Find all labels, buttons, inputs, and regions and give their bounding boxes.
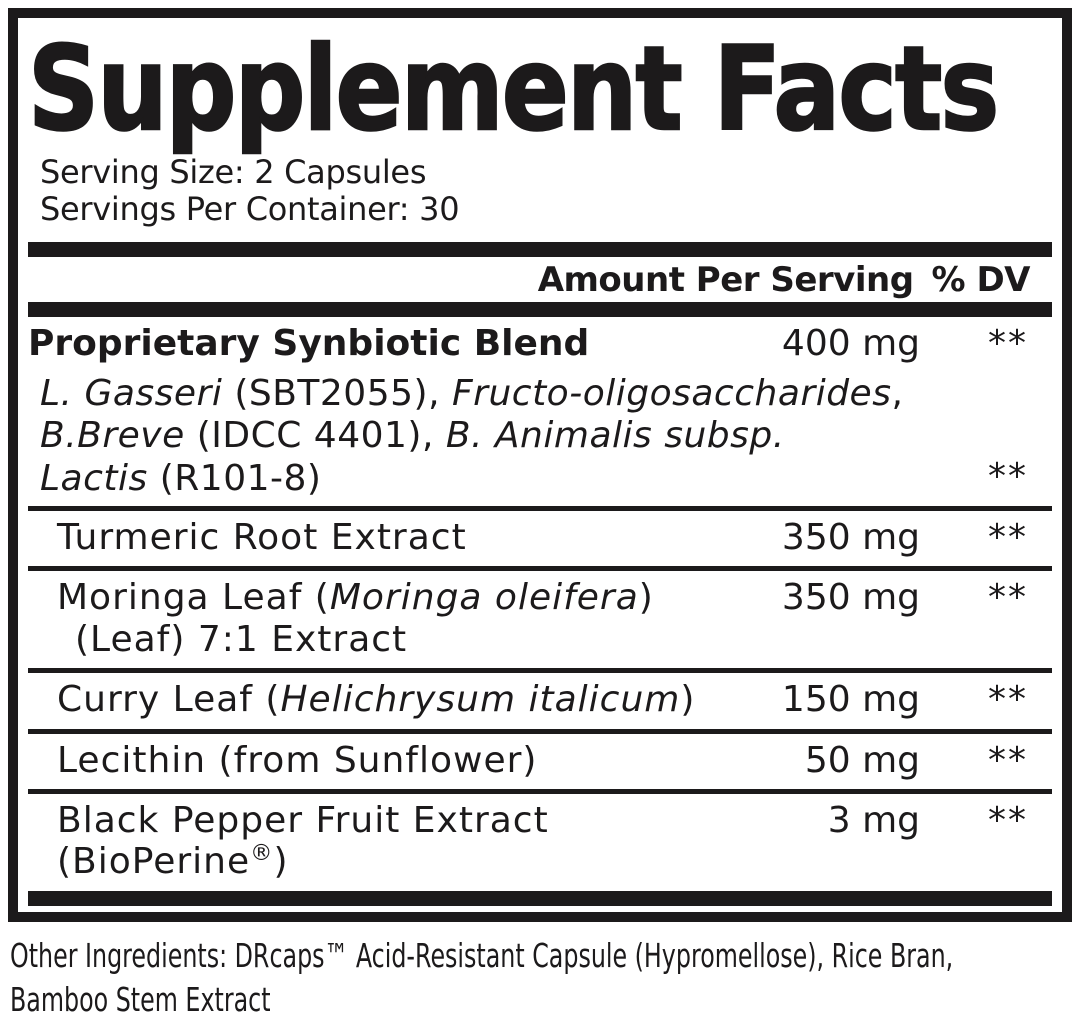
ingredient-name-text: Moringa Leaf (	[57, 577, 330, 619]
ingredient-name-italic: Fructo-oligosaccharides	[451, 372, 892, 414]
amount-value: 400 mg	[781, 323, 920, 365]
servings-per-container: Servings Per Container: 30	[40, 190, 460, 229]
thick-rule-bottom	[28, 891, 1052, 906]
ingredient-name-italic: Moringa oleifera	[329, 577, 639, 619]
other-ingredients	[10, 934, 1076, 1021]
ingredient-name-text: )	[638, 577, 654, 619]
ingredient-name-text: )	[680, 679, 696, 721]
dv-value: **	[988, 799, 1028, 841]
ingredient-name-italic: Helichrysum italicum	[280, 679, 681, 721]
amount-value: 150 mg	[781, 679, 920, 721]
column-header	[28, 257, 1052, 302]
dv-value: **	[988, 739, 1028, 781]
ingredient-name	[28, 679, 770, 720]
supplement-facts-panel	[8, 8, 1072, 922]
ingredient-name	[28, 323, 770, 364]
ingredient-name	[28, 740, 770, 781]
blend-description-line	[40, 373, 920, 415]
serving-size: Serving Size: 2 Capsules	[40, 153, 427, 191]
ingredient-name	[28, 517, 770, 558]
blend-description	[28, 373, 1052, 506]
amount-value: 3 mg	[827, 799, 920, 841]
dv-value: **	[988, 577, 1028, 619]
table-row	[28, 317, 1052, 372]
panel-title: Supplement Facts	[28, 22, 998, 157]
dv-value: **	[988, 455, 1028, 497]
amount-value: 350 mg	[781, 517, 920, 559]
thick-rule-top	[28, 242, 1052, 257]
blend-description-line	[40, 458, 920, 500]
amount-value: 50 mg	[804, 739, 920, 781]
ingredient-name-text: ,	[891, 372, 904, 414]
dv-value: **	[988, 517, 1028, 559]
ingredient-name-text: )	[273, 841, 289, 883]
ingredient-name-text: Proprietary Synbiotic Blend	[28, 323, 590, 365]
ingredient-name-text: (R101-8)	[147, 457, 322, 499]
ingredient-name-italic: B.Breve	[40, 415, 185, 457]
blend-description-lines	[40, 373, 920, 500]
ingredient-name-text: (SBT2055),	[222, 372, 452, 414]
ingredient-name-text: Lecithin (from Sunflower)	[57, 739, 538, 781]
registered-mark: ®	[250, 840, 274, 867]
table-row	[28, 673, 1052, 728]
ingredient-name-italic: Lactis	[40, 457, 148, 499]
table-row	[28, 511, 1052, 566]
ingredient-name-text: Turmeric Root Extract	[57, 517, 467, 559]
dv-footnote	[28, 906, 1052, 922]
ingredient-name-text: Black Pepper Fruit Extract (BioPerine	[57, 799, 549, 883]
thick-rule-header	[28, 302, 1052, 317]
ingredient-name-text: (IDCC 4401),	[184, 415, 446, 457]
table-row	[28, 571, 1052, 668]
other-ingredients-line1: Other Ingredients: DRcaps™ Acid-Resistant Capsule (Hypromellose), Rice Bran,	[10, 936, 954, 975]
dv-value: **	[988, 679, 1028, 721]
table-row	[28, 794, 1052, 891]
serving-info	[40, 154, 1052, 228]
ingredient-name-line2: (Leaf) 7:1 Extract	[75, 618, 408, 660]
amount-value: 350 mg	[781, 577, 920, 619]
ingredient-name	[28, 800, 770, 883]
percent-dv-header: % DV	[931, 259, 1030, 300]
ingredient-name-italic: B. Animalis subsp.	[445, 415, 785, 457]
ingredient-name-text: Curry Leaf (	[57, 679, 281, 721]
amount-per-serving-header: Amount Per Serving	[537, 259, 914, 300]
ingredient-name	[28, 577, 770, 660]
ingredient-rows	[28, 317, 1052, 891]
other-ingredients-line2: Bamboo Stem Extract	[10, 979, 271, 1019]
blend-description-line	[40, 415, 920, 457]
ingredient-name-italic: L. Gasseri	[40, 372, 223, 414]
table-row	[28, 734, 1052, 789]
dv-value: **	[988, 323, 1028, 365]
